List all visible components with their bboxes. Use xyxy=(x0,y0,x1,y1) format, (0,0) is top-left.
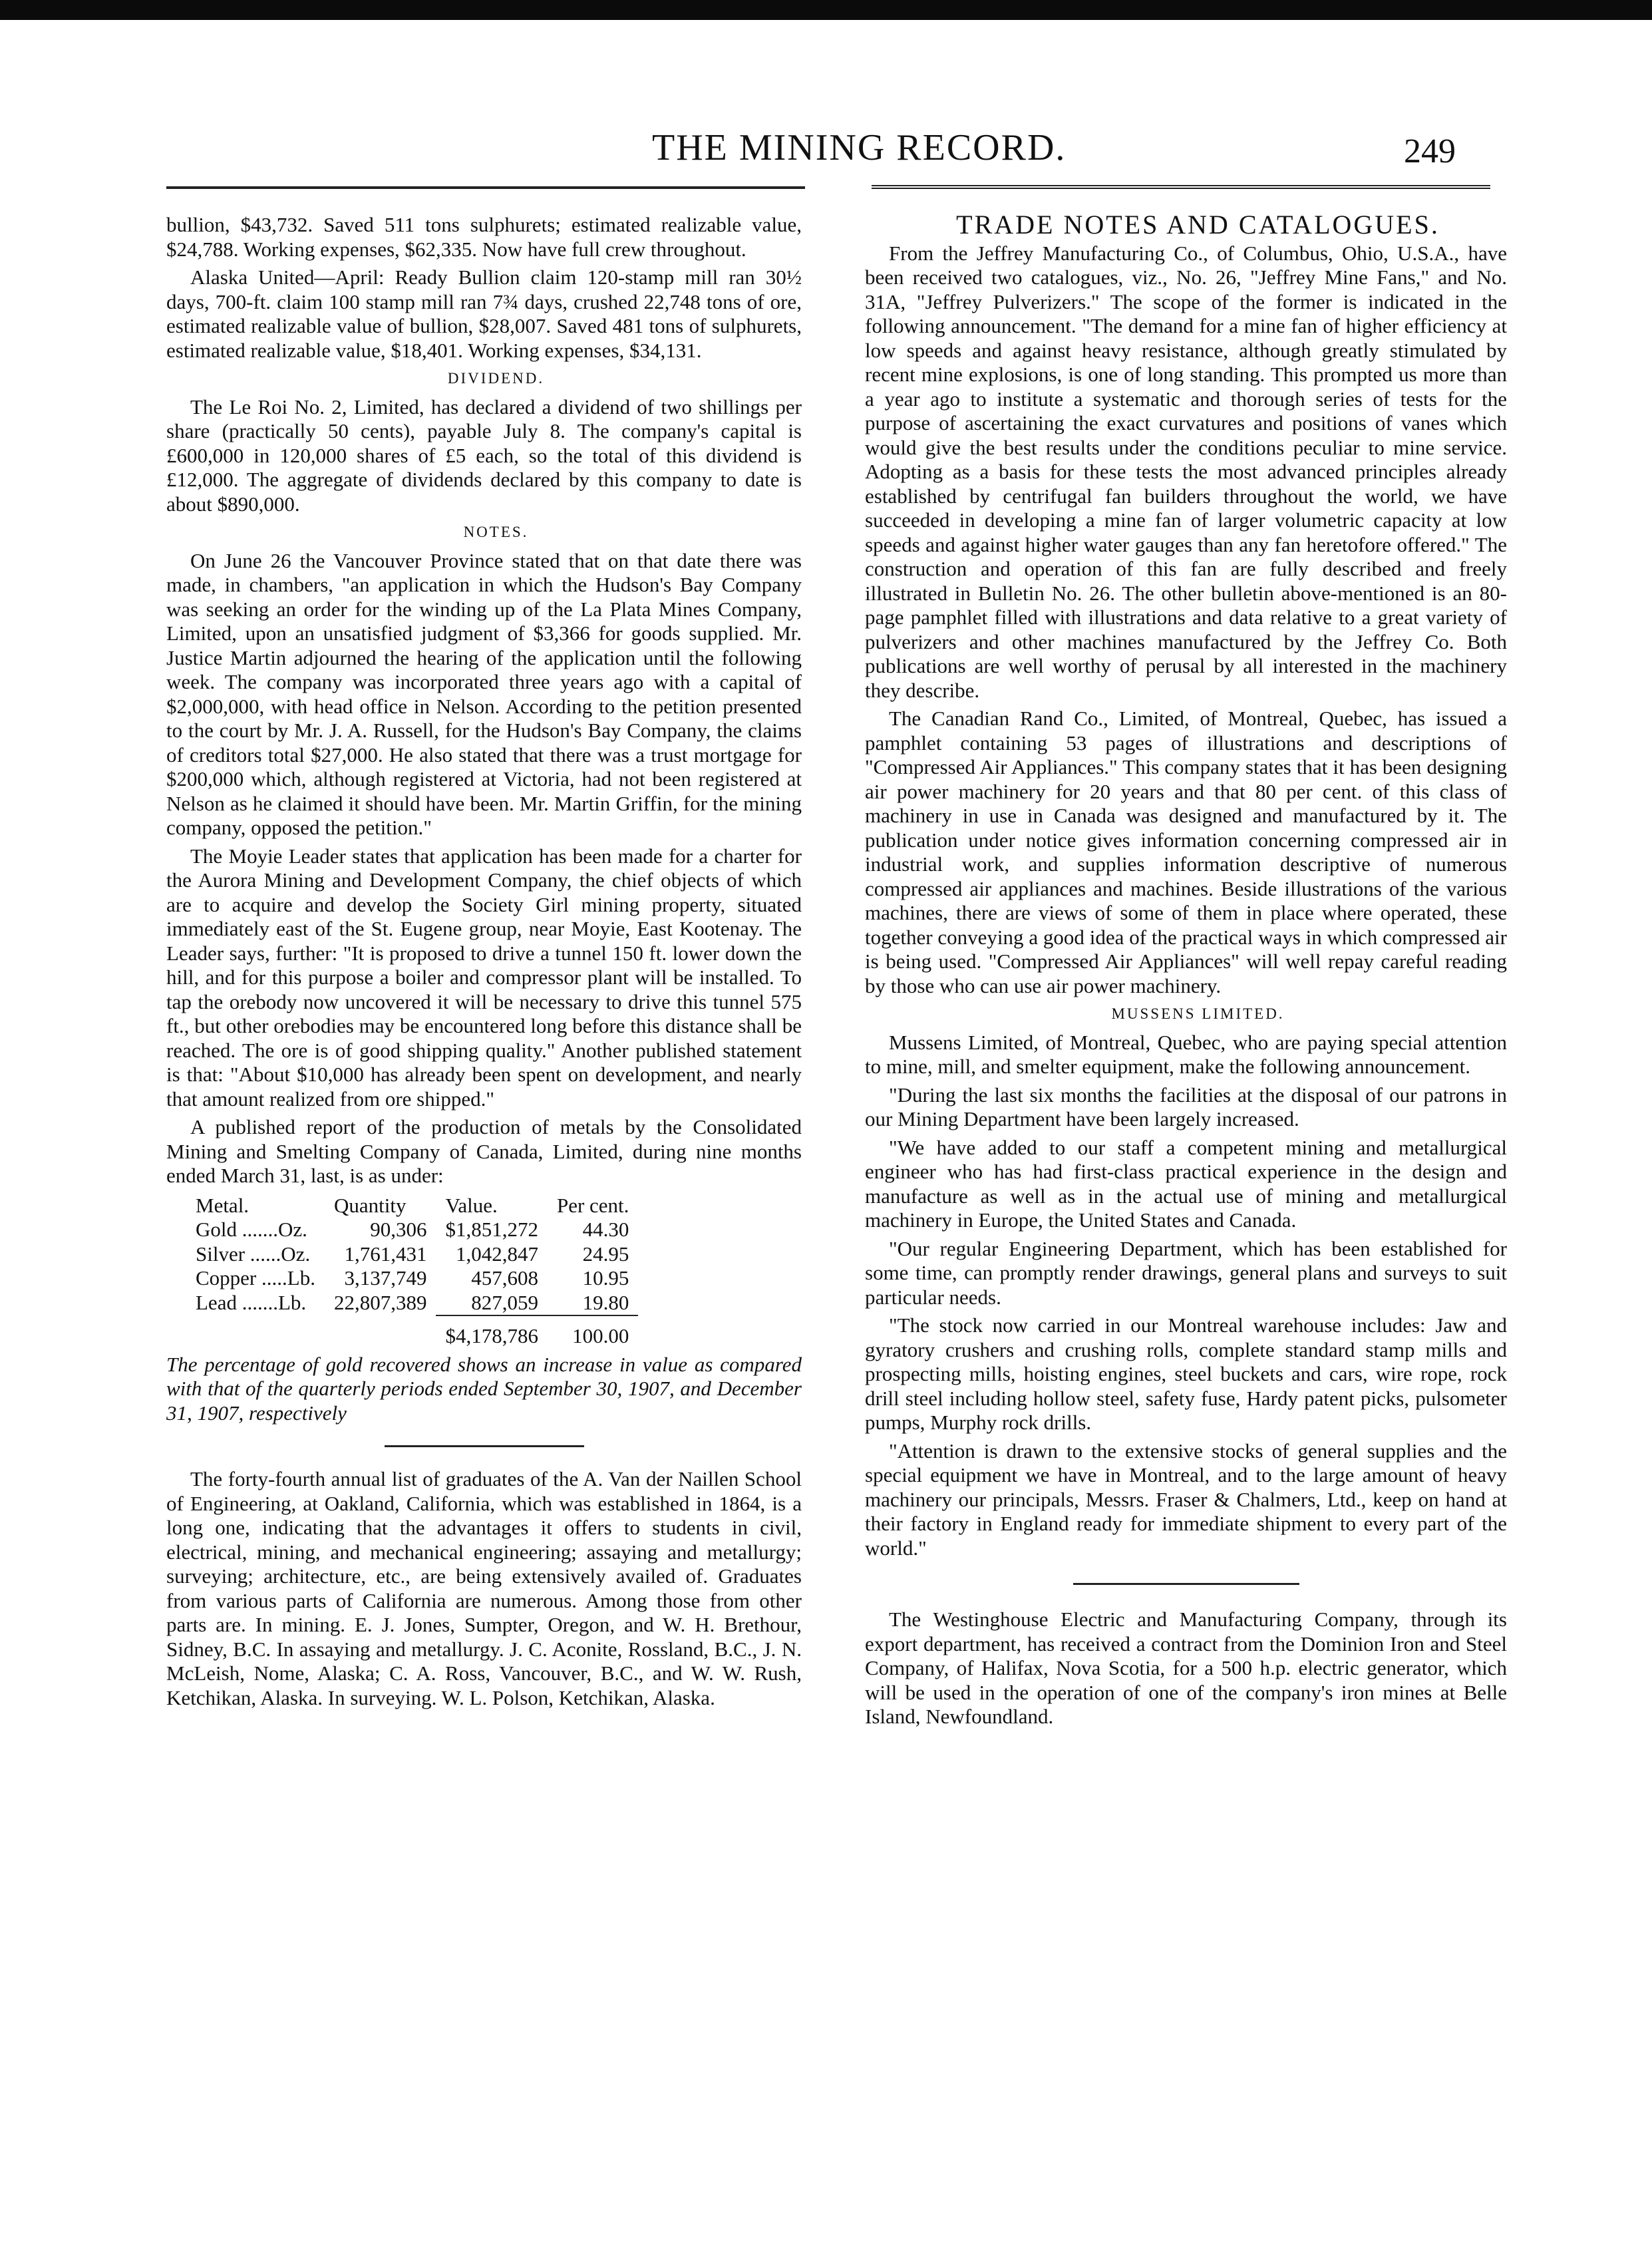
table-cell: 24.95 xyxy=(582,1242,629,1266)
table-cell: Copper .....Lb. xyxy=(196,1266,315,1290)
table-cell: 44.30 xyxy=(582,1218,629,1241)
paragraph: The Canadian Rand Co., Limited, of Montreal, Quebec, has issued a pamphlet containing 53 pages of illustrations and descriptions of "Compressed Air Appliances." This company states that it has been designing air power machinery for 20 years and that 80 per cent. of this class of machinery in use in Canada was designed and manufactured by it. The publication under notice gives information concerning compressed air in industrial work, and supplies information descriptive of numerous compressed air appliances and machines. Beside illustrations of the various machines, there are views of some of them in place where operated, these together conveying a good idea of the practical ways in which compressed air is being used. "Compressed Air Appliances" will well repay careful reading by those who can use air power machinery. xyxy=(865,707,1507,997)
column-header: Value. xyxy=(445,1193,498,1217)
table-row xyxy=(186,1242,638,1267)
table-cell: $1,851,272 xyxy=(445,1218,538,1241)
paragraph: "We have added to our staff a competent mining and metallurgical engineer who has had first-class practical experience in the design and manufacture as well as in the actual use of mining and metallurgical machinery in Europe, the United States and Canada. xyxy=(865,1135,1507,1232)
right-column xyxy=(865,210,1507,1733)
section-heading-dividend: DIVIDEND. xyxy=(447,370,545,387)
table-cell: 19.80 xyxy=(582,1290,629,1314)
total-percent: 100.00 xyxy=(548,1315,638,1349)
table-cell: 90,306 xyxy=(370,1218,427,1241)
table-cell: Lead .......Lb. xyxy=(196,1291,307,1314)
table-cell: 1,761,431 xyxy=(344,1242,427,1266)
total-value: $4,178,786 xyxy=(436,1315,548,1349)
section-divider xyxy=(385,1445,584,1447)
section-divider xyxy=(1073,1583,1299,1585)
italic-note: The percentage of gold recovered shows an increase in value as compared with that of the quarterly periods ended September 30, 1907, and December 31, 1907, respectively xyxy=(166,1352,802,1425)
paragraph: The Westinghouse Electric and Manufacturing Company, through its export department, has received a contract from the Dominion Iron and Steel Company, of Halifax, Nova Scotia, for a 500 h.p. electric generator, which will be used in the operation of one of the company's iron mines at Belle Island, Newfoundland. xyxy=(865,1608,1507,1728)
metals-production-table xyxy=(186,1194,638,1349)
paragraph: "Attention is drawn to the extensive stocks of general supplies and the special equipment we have in Montreal, and to the large amount of heavy machinery our principals, Messrs. Fraser & Chalmers, Ltd., keep on hand at their factory in England ready for immediate shipment to every part of the world." xyxy=(865,1439,1507,1560)
table-cell: 457,608 xyxy=(471,1266,538,1290)
paragraph: A published report of the production of metals by the Consolidated Mining and Smelting Company of Canada, Limited, during nine months ended March 31, last, is as under: xyxy=(166,1115,802,1187)
table-cell: 3,137,749 xyxy=(344,1266,427,1290)
column-header: Per cent. xyxy=(556,1193,629,1217)
paragraph xyxy=(166,1353,802,1426)
left-column xyxy=(166,213,802,1714)
table-cell: 827,059 xyxy=(471,1290,538,1314)
paragraph: The Le Roi No. 2, Limited, has declared a dividend of two shillings per share (practically 50 cents), payable July 8. The company's capital is £600,000 in 120,000 shares of £5 each, so the total of this dividend is £12,000. The aggregate of dividends declared by this company to date is about $890,000. xyxy=(166,395,802,516)
paragraph: "During the last six months the facilities at the disposal of our patrons in our Mining Department have been largely increased. xyxy=(865,1083,1507,1130)
paragraph: "The stock now carried in our Montreal warehouse includes: Jaw and gyratory crushers and crushing rolls, complete standard stamp mills and prospecting mills, hoisting engines, steel buckets and cars, wire rope, rock drill steel including hollow steel, safety fuse, Hardy patent picks, pulsometer pumps, Murphy rock drills. xyxy=(865,1313,1507,1434)
section-heading-mussens: MUSSENS LIMITED. xyxy=(1111,1005,1285,1022)
paragraph: "Our regular Engineering Department, which has been established for some time, can promptly render drawings, general plans and surveys to suit particular needs. xyxy=(865,1236,1507,1309)
page-header xyxy=(0,126,1652,180)
scan-top-border xyxy=(0,0,1652,20)
paragraph: Alaska United—April: Ready Bullion claim 120-stamp mill ran 30½ days, 700-ft. claim 100 stamp mill ran 7¾ days, crushed 22,748 tons of ore, estimated realizable value of bullion, $28,007. Saved 481 tons of sulphurets, estimated realizable value, $18,401. Working expenses, $34,131. xyxy=(166,265,802,362)
column-header: Quantity xyxy=(333,1193,407,1217)
paragraph: The forty-fourth annual list of graduates of the A. Van der Naillen School of Engineering, at Oakland, California, which was established in 1864, is a long one, indicating that the advantages it offers to students in civil, electrical, mining, and mechanical engineering; assaying and metallurgy; surveying; architecture, etc., are being extensively availed of. Graduates from various parts of California are numerous. Among those from other parts are. In mining. E. J. Jones, Sumpter, Oregon, and W. H. Brethour, Sidney, B.C. In assaying and metallurgy. J. C. Aconite, Rossland, B.C., J. N. McLeish, Nome, Alaska; C. A. Ross, Vancouver, B.C., and W. W. Rush, Ketchikan, Alaska. In surveying. W. L. Polson, Ketchikan, Alaska. xyxy=(166,1467,802,1709)
table-row xyxy=(186,1218,638,1242)
table-header-row xyxy=(186,1194,638,1218)
column-header: Metal. xyxy=(196,1193,249,1217)
paragraph: bullion, $43,732. Saved 511 tons sulphurets; estimated realizable value, $24,788. Working expenses, $62,335. Now have full crew throughout. xyxy=(166,213,802,261)
table-total-row xyxy=(186,1315,638,1349)
header-rule-left xyxy=(166,186,805,189)
table-cell: Gold .......Oz. xyxy=(196,1218,307,1241)
table-row xyxy=(186,1291,638,1316)
header-rule-right xyxy=(872,185,1490,189)
paragraph: From the Jeffrey Manufacturing Co., of Columbus, Ohio, U.S.A., have been received two catalogues, viz., No. 26, "Jeffrey Mine Fans," and No. 31A, "Jeffrey Pulverizers." The scope of the former is indicated in the following announcement. "The demand for a mine fan of higher efficiency at low speeds and against heavy resistance, although greatly stimulated by recent mine explosions, is one of long standing. This prompted us more than a year ago to institute a systematic and thorough series of tests for the purpose of ascertaining the exact curvatures and positions of vanes which would give the best results under the conditions peculiar to mine service. Adopting as a basis for these tests the most advanced principles already established by centrifugal fan builders throughout the world, we have succeeded in developing a mine fan of larger volumetric capacity at low speeds and against higher water gauges than any fan heretofore offered." The construction and operation of this fan are fully described and freely illustrated in Bulletin No. 26. The other bulletin above-mentioned is an 80-page pamphlet filled with illustrations and data relative to a great variety of pulverizers and other machines manufactured by the Jeffrey Co. Both publications are well worthy of perusal by all interested in the machinery they describe. xyxy=(865,241,1507,702)
paragraph: The Moyie Leader states that application has been made for a charter for the Aurora Mining and Development Company, the chief objects of which are to acquire and develop the Society Girl mining property, situated immediately east of the St. Eugene group, near Moyie, East Kootenay. The Leader says, further: "It is proposed to drive a tunnel 150 ft. lower down the hill, and for this purpose a boiler and compressor plant will be installed. To tap the orebody now uncovered it will be necessary to drive this tunnel 575 ft., but other orebodies may be encountered long before this distance shall be reached. The ore is of good shipping quality." Another published statement is that: "About $10,000 has already been spent on development, and nearly that amount realized from ore shipped." xyxy=(166,844,802,1111)
table-cell: 10.95 xyxy=(582,1266,629,1290)
page-number: 249 xyxy=(1404,132,1456,170)
table-cell: Silver ......Oz. xyxy=(196,1242,311,1266)
table-cell: 22,807,389 xyxy=(333,1291,427,1314)
paragraph: Mussens Limited, of Montreal, Quebec, who are paying special attention to mine, mill, and smelter equipment, make the following announcement. xyxy=(865,1030,1507,1078)
table-cell: 1,042,847 xyxy=(455,1242,538,1266)
paragraph: On June 26 the Vancouver Province stated that on that date there was made, in chambers, "an application in which the Hudson's Bay Company was seeking an order for the winding up of the La Plata Mines Company, Limited, upon an unsatisfied judgment of $3,366 for goods supplied. Mr. Justice Martin adjourned the hearing of the application until the following week. The company was incorporated three years ago with a capital of $2,000,000, with head office in Nelson. According to the petition presented to the court by Mr. J. A. Russell, for the Hudson's Bay Company, the claims of creditors total $27,000. He also stated that there was a trust mortgage for $200,000 which, although registered at Victoria, had not been registered at Nelson as he claimed it should have been. Mr. Martin Griffin, for the mining company, opposed the petition." xyxy=(166,548,802,839)
journal-title: THE MINING RECORD. xyxy=(652,127,1067,168)
section-heading-notes: NOTES. xyxy=(463,524,529,540)
table-row xyxy=(186,1266,638,1291)
section-heading-trade-notes: TRADE NOTES AND CATALOGUES. xyxy=(956,210,1440,240)
